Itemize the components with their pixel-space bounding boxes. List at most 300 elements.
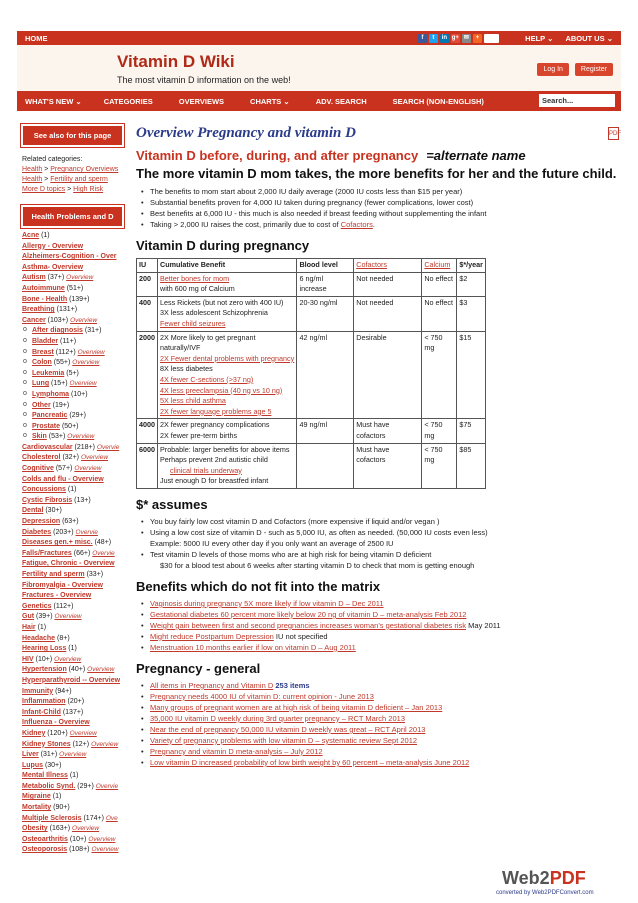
sidebar-overview-link[interactable]: Overvie: [95, 782, 119, 790]
sidebar-overview-link[interactable]: Overview: [91, 740, 119, 748]
sidebar-topic-link[interactable]: Liver: [22, 751, 39, 759]
table-cell-cost: $15: [457, 331, 486, 419]
benefit-link[interactable]: 2X Fewer dental problems with pregnancy: [160, 353, 295, 363]
sidebar-topic-count: (63+): [60, 518, 79, 526]
nav-search-non-english[interactable]: SEARCH (NON-ENGLISH): [392, 96, 484, 106]
benefit-article-link[interactable]: Weight gain between first and second pregnancies increases woman's gestational diabetes risk: [150, 620, 467, 630]
social-share-bar: [418, 34, 499, 43]
sidebar-topic-link[interactable]: Hearing Loss: [22, 645, 67, 653]
sidebar-topic-link[interactable]: Bladder: [32, 337, 59, 345]
list-item-text: May 2011: [466, 620, 501, 630]
sidebar-overview-link[interactable]: Overview: [70, 316, 98, 324]
chevron-down-icon: ⌄: [547, 33, 554, 43]
search-input[interactable]: Search...: [539, 94, 615, 107]
table-row: [137, 272, 486, 296]
sidebar-topic-link[interactable]: Concussions: [22, 486, 66, 494]
sidebar-topic-item: [22, 263, 128, 274]
sidebar-topic-link[interactable]: Leukemia: [32, 369, 65, 377]
benefit-link[interactable]: 4X less preeclampsia (40 ng vs 10 ng): [160, 385, 283, 395]
table-row: [137, 443, 486, 488]
sidebar-overview-link[interactable]: Ove: [105, 814, 118, 822]
list-item: [136, 735, 621, 746]
see-also-heading: See also for this page: [21, 124, 124, 147]
sidebar-topic-item: [22, 792, 128, 803]
sidebar-topic-link[interactable]: Autism: [22, 274, 46, 282]
sidebar-topic-link[interactable]: Kidney: [22, 729, 46, 737]
list-item: [136, 724, 621, 735]
sidebar-topic-item: [22, 432, 128, 443]
sidebar-topic-link[interactable]: Influenza - Overview: [22, 719, 90, 727]
sidebar: [17, 118, 128, 856]
list-item: [136, 219, 621, 230]
sidebar-overview-link[interactable]: Overvie: [92, 549, 115, 557]
benefit-text: 2X More likely to get pregnant naturally/IVF: [160, 332, 256, 353]
twitter-icon[interactable]: t: [429, 34, 438, 43]
sidebar-topic-link[interactable]: Hair: [22, 623, 36, 631]
table-header-cell: IU: [137, 259, 158, 273]
list-item-text: Substantial benefits proven for 4,000 IU taken during pregnancy (fewer complications, lower cost): [150, 198, 474, 207]
sidebar-topic-count: (203+): [51, 528, 76, 536]
sidebar-topic-item: [22, 273, 128, 284]
benefit-link[interactable]: 2X fewer language problems age 5: [160, 406, 272, 416]
sidebar-topic-count: (1): [35, 623, 47, 631]
main-content: [136, 125, 621, 768]
sidebar-topic-item: [22, 803, 128, 814]
sidebar-topic-link[interactable]: Cystic Fibrosis: [22, 496, 73, 504]
related-link[interactable]: Health: [22, 166, 43, 173]
general-article-link[interactable]: Low vitamin D increased probability of low birth weight by 60 percent – meta-analysis June 2012: [150, 757, 470, 767]
list-item: [136, 702, 621, 713]
converted-by-text: converted by Web2PDFConvert.com: [496, 890, 594, 896]
sidebar-overview-link[interactable]: Overview: [88, 835, 116, 843]
sidebar-topic-item: [22, 316, 128, 327]
benefit-text: 3X less adolescent Schizophrenia: [160, 308, 268, 318]
sidebar-topic-item: [22, 581, 128, 592]
sidebar-topic-link[interactable]: Immunity: [22, 687, 54, 695]
sidebar-topic-link[interactable]: Asthma- Overview: [22, 263, 84, 271]
help-label: HELP: [525, 33, 546, 43]
sidebar-topic-count: (29+): [75, 782, 96, 790]
benefit-article-link[interactable]: Menstruation 10 months earlier if low on vitamin D – Aug 2011: [150, 642, 356, 652]
table-header-cell[interactable]: Cofactors: [354, 259, 422, 273]
sidebar-topic-item: [22, 358, 128, 369]
home-link[interactable]: HOME: [25, 33, 48, 43]
sidebar-topic-item: [22, 401, 128, 412]
sidebar-overview-link[interactable]: Overview: [69, 380, 97, 388]
table-cell-cofactors: Must have cofactors: [354, 443, 422, 488]
list-item-text: You buy fairly low cost vitamin D and Cofactors (more expensive if liquid and/or vegan ): [150, 516, 440, 526]
sidebar-topic-item: [22, 634, 128, 645]
sidebar-topic-count: (11+): [58, 337, 77, 345]
sidebar-topic-item: [22, 655, 128, 666]
table-cell-calcium: < 750 mg: [422, 331, 457, 419]
related-categories: [17, 147, 128, 195]
subtitle-heading: [136, 148, 621, 163]
sidebar-topic-item: [22, 591, 128, 602]
sidebar-topic-link[interactable]: Osteoarthritis: [22, 835, 68, 843]
share-plus-icon[interactable]: +: [473, 34, 482, 43]
sidebar-topic-item: [22, 623, 128, 634]
sidebar-topic-count: (1): [39, 232, 50, 239]
sidebar-topic-link[interactable]: Prostate: [32, 422, 61, 430]
sidebar-topic-item: [22, 697, 128, 708]
sidebar-topic-count: (53+): [46, 433, 68, 441]
list-item: [136, 516, 621, 527]
table-cell-cost: $2: [457, 272, 486, 296]
sidebar-topic-link[interactable]: Headache: [22, 634, 56, 642]
sidebar-topic-item: [22, 602, 128, 613]
sidebar-overview-link[interactable]: Overview: [87, 666, 115, 674]
table-cell-iu: 6000: [137, 443, 158, 488]
sidebar-topic-link[interactable]: Colon: [32, 359, 52, 367]
nav-charts[interactable]: [250, 97, 290, 106]
table-cell-blood-level: 49 ng/ml: [297, 419, 354, 443]
sidebar-topic-count: (1): [67, 772, 79, 780]
table-cell-benefit: [158, 331, 297, 419]
general-article-link[interactable]: Pregnancy needs 4000 IU of vitamin D: current opinion - June 2013: [150, 691, 374, 701]
sidebar-topic-link[interactable]: Cardiovascular: [22, 443, 73, 451]
list-item: [136, 560, 621, 571]
sidebar-topic-link[interactable]: After diagnosis: [32, 327, 83, 335]
google-plus-icon[interactable]: g+: [451, 34, 459, 41]
subtitle-text: Vitamin D before, during, and after pregnancy: [136, 148, 419, 163]
list-item: [136, 642, 621, 653]
general-article-link[interactable]: Near the end of pregnancy 50,000 IU vitamin D weekly was great – RCT April 2013: [150, 724, 426, 734]
benefit-link[interactable]: 4X fewer C-sections (>37 ng): [160, 374, 254, 384]
sidebar-topic-link[interactable]: Autoimmune: [22, 284, 65, 292]
sidebar-topic-link[interactable]: Hyperparathyroid -- Overview: [22, 676, 121, 684]
sidebar-topic-link[interactable]: Cognitive: [22, 465, 54, 473]
list-item-text: $30 for a blood test about 6 weeks after starting vitamin D to check that mom is getting enough: [160, 560, 475, 570]
sidebar-overview-link[interactable]: Overview: [54, 613, 82, 621]
sidebar-overview-link[interactable]: Overview: [72, 825, 100, 833]
sidebar-topic-link[interactable]: Lupus: [22, 761, 43, 769]
sidebar-topic-count: (137+): [60, 708, 84, 716]
sidebar-topic-link[interactable]: Fatigue, Chronic - Overview: [22, 560, 115, 568]
sidebar-topic-count: (37+): [45, 274, 67, 282]
related-label: Related categories:: [22, 156, 83, 163]
sidebar-topic-link[interactable]: Cancer: [22, 316, 46, 324]
sidebar-topic-link[interactable]: Lymphoma: [32, 390, 70, 398]
table-row: [137, 419, 486, 443]
table-cell-cost: $85: [457, 443, 486, 488]
sidebar-topic-count: (29+): [67, 412, 86, 420]
sidebar-topic-item: [22, 411, 128, 422]
site-title[interactable]: Vitamin D Wiki: [117, 52, 235, 71]
nav-overviews[interactable]: OVERVIEWS: [178, 96, 225, 106]
related-item: [22, 165, 124, 175]
sidebar-topic-item: [22, 824, 128, 835]
sidebar-topic-link[interactable]: Falls/Fractures: [22, 549, 72, 557]
sidebar-topic-count: (108+): [67, 846, 92, 854]
sidebar-topic-count: (12+): [70, 740, 92, 748]
sidebar-topic-count: (40+): [66, 666, 88, 674]
general-article-link[interactable]: All items in Pregnancy and Vitamin D: [150, 680, 274, 690]
sidebar-overview-link[interactable]: Overview: [80, 454, 109, 462]
table-cell-cofactors: Not needed: [354, 272, 422, 296]
sidebar-topic-item: [22, 814, 128, 825]
sidebar-topic-item: [22, 845, 128, 856]
summary-heading: The more vitamin D mom takes, the more benefits for her and the future child.: [136, 166, 617, 181]
related-item: [22, 175, 124, 185]
sidebar-topic-item: [22, 708, 128, 719]
sidebar-topic-link[interactable]: Infant-Child: [22, 708, 61, 716]
sidebar-topic-item: [22, 676, 128, 687]
sidebar-topic-link[interactable]: Fractures - Overview: [22, 592, 92, 600]
sidebar-topic-item: [22, 687, 128, 698]
alternate-name-label: =alternate name: [426, 148, 526, 163]
section-heading-during: Vitamin D during pregnancy: [136, 238, 310, 253]
related-separator: >: [65, 186, 74, 193]
sidebar-overview-link[interactable]: Overview: [72, 359, 100, 367]
related-separator: >: [42, 176, 51, 183]
sidebar-topic-item: [22, 252, 128, 263]
list-item: [136, 538, 621, 549]
sidebar-topic-link[interactable]: Genetics: [22, 602, 52, 610]
benefit-article-link[interactable]: Might reduce Postpartum Depression: [150, 631, 274, 641]
list-item-text: Test vitamin D levels of those moms who are at high risk for being vitamin D deficient: [150, 549, 432, 559]
login-button[interactable]: Log In: [537, 63, 568, 76]
related-link[interactable]: Health: [22, 176, 43, 183]
help-menu[interactable]: [525, 34, 553, 43]
sidebar-topic-link[interactable]: Inflammation: [22, 698, 66, 706]
sidebar-topic-link[interactable]: Mortality: [22, 804, 52, 812]
sidebar-topic-link[interactable]: Gut: [22, 613, 35, 621]
nav-categories[interactable]: CATEGORIES: [103, 96, 153, 106]
table-cell-cofactors: Desirable: [354, 331, 422, 419]
sidebar-topic-count: (1): [66, 645, 77, 653]
sidebar-topic-link[interactable]: Fibromyalgia - Overview: [22, 581, 103, 589]
sidebar-topic-link[interactable]: Pancreatic: [32, 412, 68, 420]
benefit-text: 2X fewer pre-term births: [160, 430, 238, 440]
main-nav: [17, 91, 621, 111]
sidebar-topic-link[interactable]: Acne: [22, 232, 40, 239]
nav-whats-new-label: WHAT'S NEW: [25, 96, 74, 106]
pdf-icon[interactable]: PDF: [608, 127, 619, 140]
sidebar-topic-count: (1): [65, 486, 77, 494]
related-link[interactable]: Fertility and sperm: [50, 176, 108, 183]
sidebar-topic-item: [22, 369, 128, 380]
site-tagline: The most vitamin D information on the web!: [117, 75, 291, 85]
sidebar-topic-count: (94+): [53, 687, 72, 695]
web2pdf-logo[interactable]: [496, 868, 594, 896]
sidebar-topic-item: [22, 528, 128, 539]
nav-charts-label: CHARTS: [250, 96, 282, 106]
list-item: [136, 746, 621, 757]
table-cell-benefit: [158, 272, 297, 296]
table-cell-iu: 4000: [137, 419, 158, 443]
sidebar-topic-link[interactable]: Allergy - Overview: [22, 242, 84, 250]
list-item: [136, 549, 621, 560]
benefit-text: 8X less diabetes: [160, 364, 213, 374]
chevron-down-icon: ⌄: [75, 96, 82, 106]
sidebar-topic-count: (66+): [71, 549, 93, 557]
sidebar-topic-item: [22, 295, 128, 306]
sidebar-topic-count: (55+): [51, 359, 73, 367]
facebook-icon[interactable]: f: [418, 34, 427, 43]
list-item: [136, 598, 621, 609]
sidebar-topic-link[interactable]: Lung: [32, 380, 50, 388]
list-item-text: Taking > 2,000 IU raises the cost, primarily due to cost of: [150, 220, 341, 229]
benefit-article-link[interactable]: Vaginosis during pregnancy 5X more likely if low vitamin D – Dec 2011: [150, 598, 384, 608]
sidebar-topic-item: [22, 337, 128, 348]
table-cell-calcium: No effect: [422, 296, 457, 331]
about-label: ABOUT US: [565, 33, 605, 43]
sidebar-topic-count: (31+): [38, 751, 60, 759]
table-row: [137, 296, 486, 331]
table-cell-iu: 200: [137, 272, 158, 296]
section-heading-benefits: Benefits which do not fit into the matrix: [136, 578, 381, 594]
sidebar-topic-item: [22, 496, 128, 507]
sidebar-topic-item: [22, 231, 128, 242]
sidebar-topic-link[interactable]: Depression: [22, 518, 61, 526]
sidebar-topic-item: [22, 326, 128, 337]
share-count: 0: [484, 34, 499, 43]
email-icon[interactable]: ✉: [463, 34, 469, 41]
sidebar-topic-link[interactable]: Diseases gen.+ misc.: [22, 539, 93, 547]
table-cell-benefit: [158, 419, 297, 443]
sidebar-topic-count: (15+): [49, 380, 70, 388]
sidebar-topic-count: (30+): [43, 761, 62, 769]
related-item: [22, 185, 124, 195]
nav-adv-search[interactable]: ADV. SEARCH: [315, 96, 367, 106]
sidebar-topic-count: (139+): [67, 295, 90, 303]
sidebar-topic-link[interactable]: Fertility and sperm: [22, 571, 85, 578]
sidebar-topic-link[interactable]: Bone - Health: [22, 295, 68, 303]
sidebar-topic-link[interactable]: Cholesterol: [22, 454, 61, 462]
general-article-link[interactable]: Many groups of pregnant women are at high risk of being vitamin D deficient – Jan 2013: [150, 702, 443, 712]
sidebar-topic-item: [22, 453, 128, 464]
sidebar-topic-link[interactable]: Hypertension: [22, 666, 67, 674]
sidebar-topic-link[interactable]: Breathing: [22, 306, 55, 314]
sidebar-topic-item: [22, 665, 128, 676]
sidebar-topic-count: (30+): [43, 507, 62, 515]
chevron-down-icon: ⌄: [283, 96, 290, 106]
list-item: [136, 609, 621, 620]
general-article-link[interactable]: 35,000 IU vitamin D weekly during 3rd quarter pregnancy – RCT March 2013: [150, 713, 405, 723]
site-header: [17, 45, 621, 91]
sidebar-topic-item: [22, 284, 128, 295]
about-menu[interactable]: [565, 34, 613, 43]
benefit-text: with 600 mg of Calcium: [160, 284, 235, 294]
sidebar-overview-link[interactable]: Overview: [69, 729, 97, 737]
chevron-down-icon: ⌄: [606, 33, 613, 43]
sidebar-overview-link[interactable]: Overview: [59, 751, 87, 759]
table-cell-cost: $3: [457, 296, 486, 331]
related-link[interactable]: High Risk: [73, 186, 104, 193]
sidebar-overview-link[interactable]: Overvie: [96, 443, 120, 451]
sidebar-topic-count: (20+): [65, 698, 85, 706]
sidebar-topic-link[interactable]: Multiple Sclerosis: [22, 814, 82, 822]
benefit-text: Probable: larger benefits for above items: [160, 444, 290, 454]
sidebar-topic-count: (5+): [64, 369, 79, 377]
general-article-link[interactable]: Variety of pregnancy problems with low vitamin D – systematic review Sept 2012: [150, 735, 418, 745]
sidebar-overview-link[interactable]: Overvie: [75, 528, 98, 536]
benefit-link[interactable]: clinical trials underway: [170, 465, 242, 475]
benefit-link[interactable]: 5X less child asthma: [160, 396, 226, 406]
sidebar-overview-link[interactable]: Overview: [91, 846, 119, 854]
sidebar-overview-link[interactable]: Overview: [67, 433, 95, 441]
general-article-link[interactable]: Pregnancy and vitamin D meta-analysis – July 2012: [150, 746, 323, 756]
sidebar-topic-link[interactable]: Dental: [22, 507, 44, 515]
linkedin-icon[interactable]: in: [441, 34, 447, 41]
sidebar-topic-link[interactable]: Mental Illness: [22, 772, 68, 780]
table-header-cell[interactable]: Calcium: [422, 259, 457, 273]
related-link[interactable]: More D topics: [22, 186, 66, 193]
table-cell-benefit: [158, 296, 297, 331]
sidebar-topic-item: [22, 379, 128, 390]
sidebar-topic-count: (51+): [64, 284, 84, 292]
sidebar-topic-count: (218+): [72, 443, 97, 451]
list-item: [136, 527, 621, 538]
sidebar-topic-item: [22, 422, 128, 433]
list-item: [136, 186, 621, 197]
related-separator: >: [42, 166, 51, 173]
sidebar-topic-count: (13+): [72, 496, 91, 504]
benefits-list: [136, 598, 621, 653]
sidebar-topic-link[interactable]: Other: [32, 401, 51, 409]
sidebar-topic-count: (103+): [45, 316, 71, 324]
benefit-text: Less Rickets (but not zero with 400 IU): [160, 297, 284, 307]
sidebar-topic-link[interactable]: Alzheimers-Cognition - Over: [22, 253, 117, 261]
health-problems-heading: Health Problems and D: [21, 205, 124, 228]
sidebar-overview-link[interactable]: Overview: [66, 274, 94, 282]
sidebar-overview-link[interactable]: Overview: [54, 655, 82, 663]
sidebar-topic-count: (32+): [60, 454, 81, 462]
table-cell-blood-level: 20-30 ng/ml: [297, 296, 354, 331]
benefit-link[interactable]: Fewer child seizures: [160, 318, 226, 328]
table-cell-iu: 2000: [137, 331, 158, 419]
sidebar-overview-link[interactable]: Overview: [74, 465, 102, 473]
list-item-text: The benefits to mom start about 2,000 IU daily average (2000 IU costs less than $15 per year): [150, 187, 463, 196]
sidebar-topic-link[interactable]: Breast: [32, 348, 54, 356]
sidebar-topic-link[interactable]: Metabolic Synd.: [22, 782, 76, 790]
related-link[interactable]: Pregnancy Overviews: [50, 166, 119, 173]
sidebar-topic-link[interactable]: Diabetes: [22, 528, 52, 536]
table-cell-calcium: No effect: [422, 272, 457, 296]
table-cell-benefit: [158, 443, 297, 488]
sidebar-overview-link[interactable]: Overview: [77, 348, 105, 356]
sidebar-topic-link[interactable]: Colds and flu - Overview: [22, 475, 104, 483]
table-row: [137, 331, 486, 419]
cofactors-link[interactable]: Cofactors: [340, 220, 373, 229]
sidebar-topic-count: (10+): [67, 835, 89, 843]
item-count: 253 items: [273, 680, 310, 690]
section-heading-general: Pregnancy - general: [136, 660, 261, 676]
sidebar-topic-link[interactable]: Skin: [32, 433, 47, 441]
list-item: [136, 691, 621, 702]
sidebar-topic-link[interactable]: Kidney Stones: [22, 740, 71, 748]
sidebar-topic-count: (10+): [69, 390, 88, 398]
sidebar-topic-item: [22, 506, 128, 517]
list-item: [136, 680, 621, 691]
sidebar-topic-link[interactable]: Osteoporosis: [22, 846, 68, 854]
nav-whats-new[interactable]: [25, 97, 82, 106]
list-item: [136, 208, 621, 219]
table-cell-iu: 400: [137, 296, 158, 331]
register-button[interactable]: Register: [575, 63, 613, 76]
sidebar-topic-link[interactable]: Migraine: [22, 793, 51, 801]
benefit-link[interactable]: Better bones for mom: [160, 273, 230, 283]
sidebar-topic-item: [22, 761, 128, 772]
sidebar-topic-count: (112+): [53, 348, 78, 356]
sidebar-topic-item: [22, 729, 128, 740]
sidebar-topic-link[interactable]: Obesity: [22, 825, 48, 833]
sidebar-topic-item: [22, 464, 128, 475]
sidebar-topic-item: [22, 538, 128, 549]
benefit-article-link[interactable]: Gestational diabetes 60 percent more likely below 20 ng of vitamin D – meta-analysis Feb 2012: [150, 609, 467, 619]
sidebar-topic-link[interactable]: HIV: [22, 655, 34, 663]
